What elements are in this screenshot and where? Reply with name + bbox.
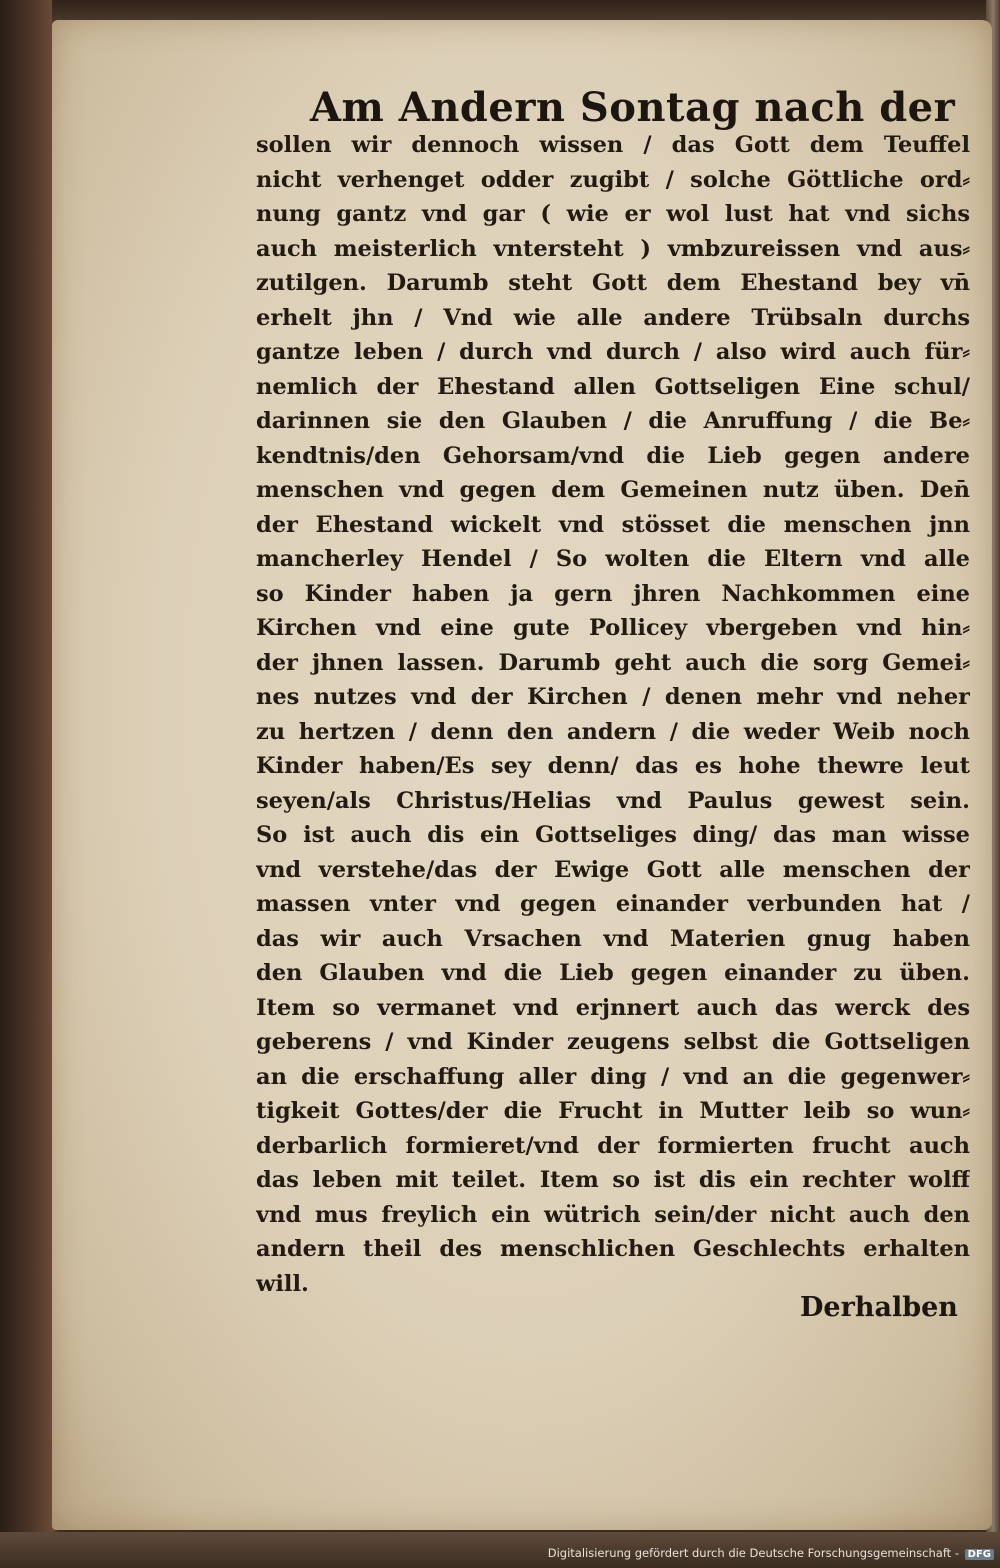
text-line: kendtnis/den Gehorsam/vnd die Lieb gegen andere: [256, 442, 970, 469]
text-line: vnd verstehe/das der Ewige Gott alle menschen der: [256, 856, 970, 883]
text-line: mancherley Hendel / So wolten die Eltern vnd alle: [256, 546, 970, 572]
text-line: seyen/als Christus/Helias vnd Paulus gewest sein.: [256, 787, 970, 814]
text-line: der jhnen lassen. Darumb geht auch die sorg Gemei⸗: [256, 649, 970, 676]
text-line: nicht verhenget odder zugibt / solche Göttliche ord⸗: [256, 166, 970, 193]
text-line: Kinder haben/Es sey denn/ das es hohe thewre leut: [256, 753, 970, 779]
text-line: will.: [256, 1270, 309, 1297]
text-line: geberens / vnd Kinder zeugens selbst die Gottseligen: [256, 1029, 970, 1055]
footer-band: [0, 1532, 1000, 1568]
catchword: Derhalben: [800, 1292, 958, 1323]
text-line: nemlich der Ehestand allen Gottseligen Eine schul/: [256, 373, 970, 400]
text-line: menschen vnd gegen dem Gemeinen nutz üben. Den̄: [256, 477, 970, 503]
text-line: den Glauben vnd die Lieb gegen einander zu üben.: [256, 960, 970, 986]
text-line: der Ehestand wickelt vnd stösset die menschen jnn: [256, 511, 970, 538]
dfg-logo-icon: DFG: [965, 1549, 994, 1560]
text-line: das leben mit teilet. Item so ist dis ein rechter wolff: [256, 1167, 970, 1193]
text-line: Item so vermanet vnd erjnnert auch das werck des: [256, 994, 970, 1021]
text-line: erhelt jhn / Vnd wie alle andere Trübsaln durchs: [256, 304, 970, 331]
text-line: massen vnter vnd gegen einander verbunden hat /: [256, 891, 970, 917]
funding-credit-text: Digitalisierung gefördert durch die Deutsche Forschungsgemeinschaft -: [547, 1546, 959, 1560]
text-line: das wir auch Vrsachen vnd Materien gnug haben: [256, 925, 970, 952]
text-line: nung gantz vnd gar ( wie er wol lust hat vnd sichs: [256, 201, 970, 227]
text-line: Kirchen vnd eine gute Pollicey vbergeben vnd hin⸗: [256, 615, 970, 641]
text-line: zu hertzen / denn den andern / die weder Weib noch: [256, 718, 970, 745]
text-line: andern theil des menschlichen Geschlechts erhalten: [256, 1236, 970, 1262]
text-line: sollen wir dennoch wissen / das Gott dem Teuffel: [256, 132, 970, 158]
text-line: vnd mus freylich ein wütrich sein/der nicht auch den: [256, 1201, 970, 1228]
text-line: gantze leben / durch vnd durch / also wird auch für⸗: [256, 339, 970, 365]
text-line: an die erschaffung aller ding / vnd an die gegenwer⸗: [256, 1063, 970, 1090]
text-line: derbarlich formieret/vnd der formierten frucht auch: [256, 1132, 970, 1159]
text-line: auch meisterlich vntersteht ) vmbzureissen vnd aus⸗: [256, 235, 970, 262]
text-line: nes nutzes vnd der Kirchen / denen mehr vnd neher: [256, 684, 970, 710]
funding-credit: [548, 1546, 994, 1560]
running-head: Am Andern Sontag nach der: [310, 84, 956, 131]
text-line: darinnen sie den Glauben / die Anruffung / die Be⸗: [256, 408, 970, 434]
text-line: zutilgen. Darumb steht Gott dem Ehestand bey vn̄: [256, 270, 970, 296]
text-line: So ist auch dis ein Gottseliges ding/ das man wisse: [256, 822, 970, 848]
text-line: tigkeit Gottes/der die Frucht in Mutter leib so wun⸗: [256, 1098, 970, 1124]
text-line: so Kinder haben ja gern jhren Nachkommen eine: [256, 580, 970, 607]
book-top-edge: [52, 0, 1000, 22]
body-text: [256, 128, 970, 1301]
